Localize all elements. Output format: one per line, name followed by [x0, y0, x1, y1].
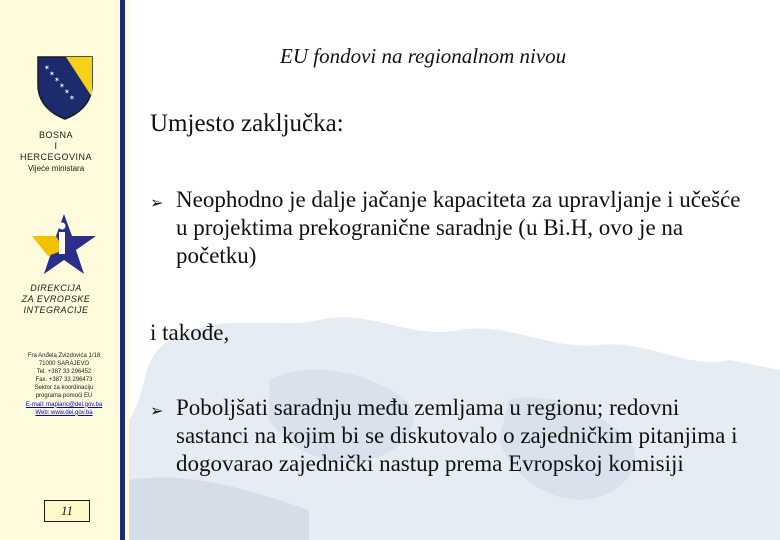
bullet-item: Poboljšati saradnju među zemljama u regionu; redovni sastanci na kojim bi se diskutovalo o zajedničkim pitanjima i dogovarao zajednički nastup prema Evropskoj komisiji [176, 395, 738, 476]
svg-text:✶: ✶ [64, 88, 70, 96]
address-line: Fax. +387 33 296473 [35, 377, 93, 384]
web-link[interactable]: Web: www.dei.gov.ba [35, 409, 93, 416]
directorate-name [0, 283, 112, 316]
country-line: HERCEGOVINA [19, 152, 92, 162]
council-label: Vijeće ministara [27, 164, 85, 173]
contact-address [8, 352, 120, 417]
svg-text:✶: ✶ [49, 70, 55, 78]
directorate-line: DIREKCIJA [30, 283, 82, 293]
country-name [0, 130, 112, 163]
slide-heading: Umjesto zaključka: [150, 110, 344, 137]
address-line: Tel. +387 33 296452 [36, 369, 92, 376]
directorate-line: INTEGRACIJE [23, 305, 89, 315]
address-line: 71000 SARAJEVO [38, 361, 90, 368]
address-line: Sektor za koordinaciju [34, 385, 94, 392]
email-link[interactable]: E-mail: mapiaric@dei.gov.ba [25, 401, 103, 408]
country-line: BOSNA [38, 130, 73, 140]
svg-text:✶: ✶ [69, 94, 75, 102]
sidebar [0, 0, 129, 540]
arrow-bullet-icon: ➢ [150, 195, 164, 212]
slide-header-title: EU fondovi na regionalnom nivou [280, 44, 567, 68]
svg-text:✶: ✶ [54, 76, 60, 84]
address-line: programa pomoći EU [35, 393, 93, 400]
bullet-item: Neophodno je dalje jačanje kapaciteta za upravljanje i učešće u projektima prekogranične saradnje (u Bi.H, ovo je na početku) [176, 187, 741, 268]
bosnia-coat-of-arms-icon [36, 55, 94, 121]
directorate-line: ZA EVROPSKE [21, 294, 91, 304]
transition-text: i takođe, [150, 320, 230, 345]
address-line: Fra Anđela Zvizdovića 1/18 [27, 353, 101, 359]
page-number: 11 [44, 500, 90, 522]
svg-text:✶: ✶ [44, 64, 50, 72]
country-line: I [54, 141, 58, 151]
svg-text:✶: ✶ [59, 82, 65, 90]
dei-star-logo-icon [28, 212, 100, 276]
sidebar-divider [120, 0, 125, 540]
arrow-bullet-icon: ➢ [150, 403, 164, 420]
